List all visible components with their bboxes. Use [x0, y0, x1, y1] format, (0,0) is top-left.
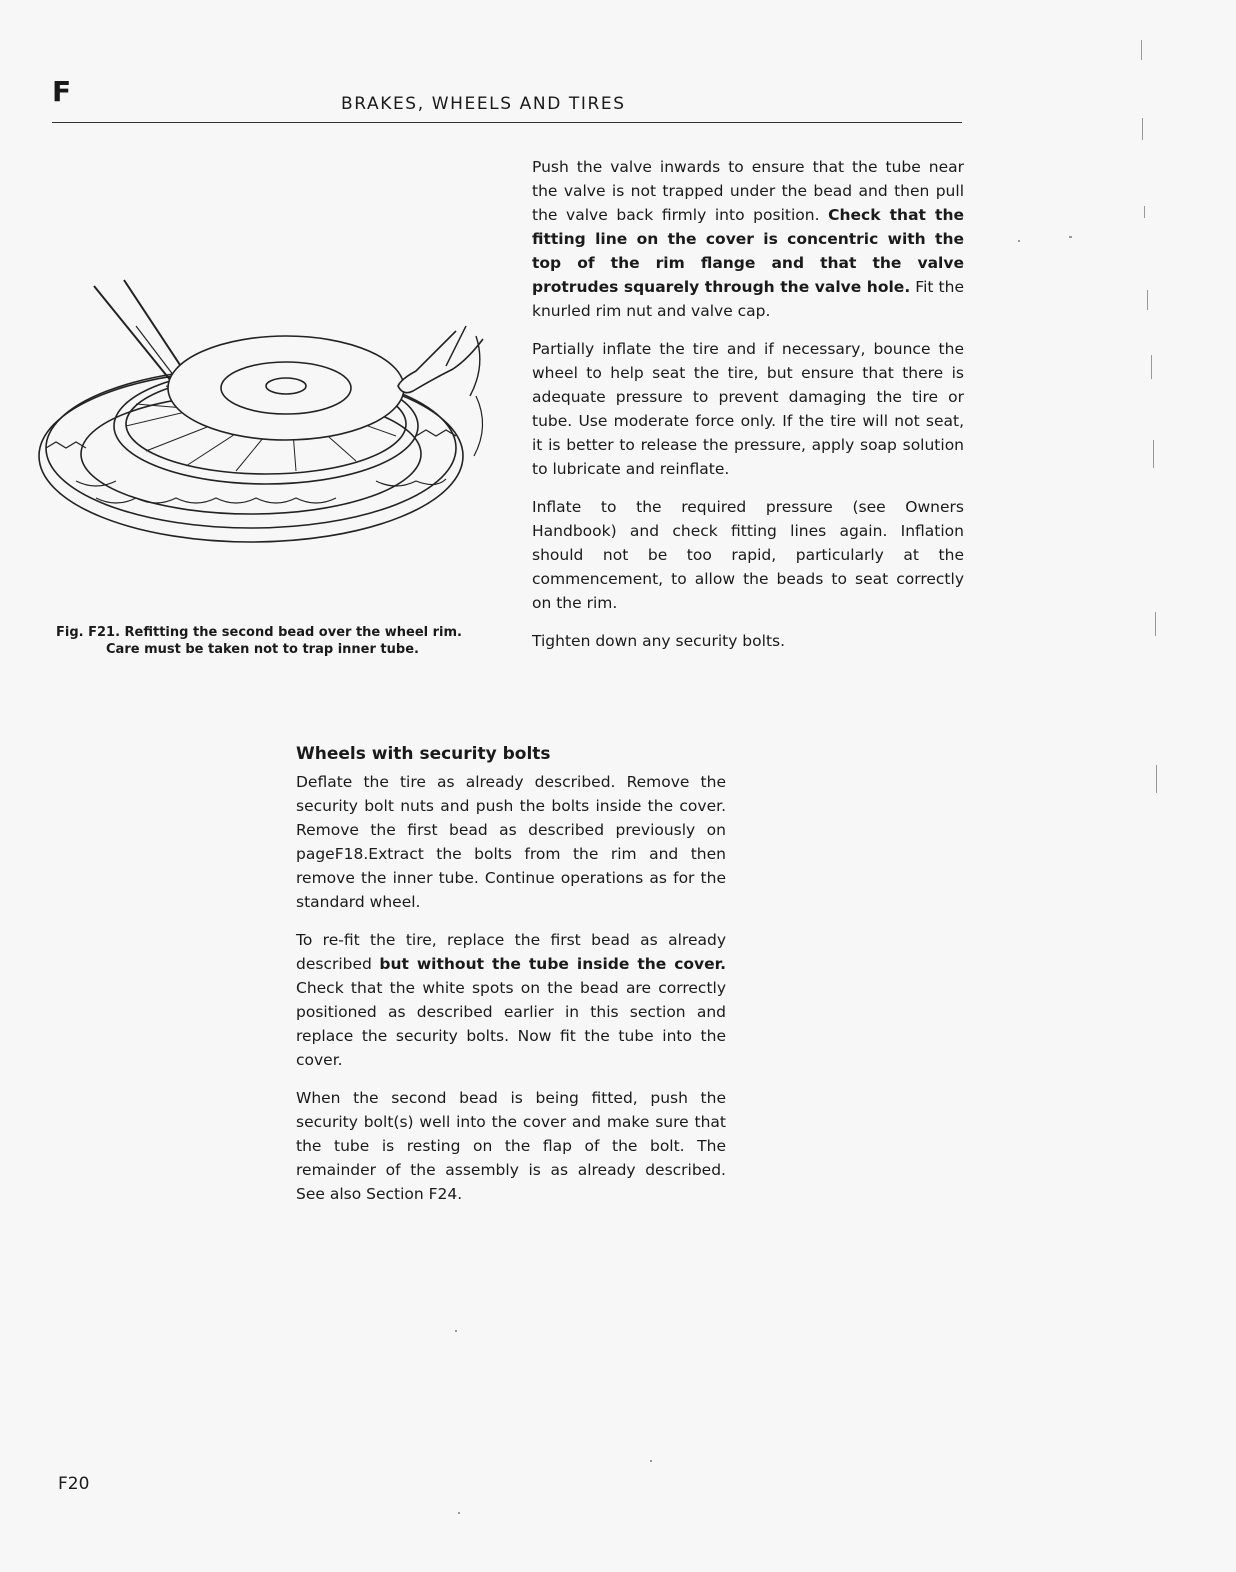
scan-mark: [1155, 612, 1156, 636]
scan-mark: [1141, 40, 1142, 60]
section-letter: F: [52, 75, 72, 108]
scan-mark: [455, 1330, 457, 1332]
paragraph-valve-emphasis: Check that the fitting line on the cover is concentric with the top of the rim flange and that the valve protrudes squarely through the valve hole.: [532, 206, 964, 296]
running-title: BRAKES, WHEELS AND TIRES: [341, 94, 626, 114]
right-column: [532, 155, 964, 667]
paragraph-security-bolts: Tighten down any security bolts.: [532, 632, 786, 650]
paragraph-refit-end: Check that the white spots on the bead are correctly positioned as described earlier in this section and replace the security bolts. Now fit the tube into the cover.: [296, 979, 726, 1069]
scan-mark: [1144, 206, 1145, 218]
page-number: F20: [58, 1474, 90, 1494]
paragraph-refit: [296, 928, 726, 1072]
paragraph-pressure: Inflate to the required pressure (see Owners Handbook) and check fitting lines again. Inflation should not be too rapid, particularly at the commencement, to allow the beads to seat correctly on the rim.: [532, 498, 964, 612]
paragraph-valve-end: Fit the knurled rim nut and valve cap.: [532, 278, 964, 320]
paragraph-refit-text: To re-fit the tire, replace the first bead as already described: [296, 931, 726, 973]
paragraph-second-bead: When the second bead is being fitted, push the security bolt(s) well into the cover and make sure that the tube is resting on the flap of the bolt. The remainder of the assembly is as already described. See also Section F24.: [296, 1089, 726, 1203]
wheel-illustration: [36, 276, 506, 556]
scan-mark: [1142, 118, 1143, 140]
figure-caption-line-1: Fig. F21. Refitting the second bead over the wheel rim.: [56, 625, 462, 640]
header-rule: [52, 122, 962, 123]
paragraph-deflate: Deflate the tire as already described. Remove the security bolt nuts and push the bolts inside the cover. Remove the first bead as described previously on pageF18.Extract the bolts from the rim and then remove the inner tube. Continue operations as for the standard wheel.: [296, 773, 726, 911]
figure-caption-line-2: Care must be taken not to trap inner tube.: [106, 642, 419, 657]
scan-mark: [1018, 240, 1020, 242]
figure-caption: [56, 624, 496, 658]
scan-mark: [1151, 355, 1152, 379]
paragraph-valve-text: Push the valve inwards to ensure that the tube near the valve is not trapped under the bead and then pull the valve back firmly into position.: [532, 158, 964, 224]
security-bolts-section: [296, 742, 726, 1220]
scan-mark: [458, 1512, 460, 1514]
scan-mark: [650, 1460, 652, 1462]
scan-mark: [1069, 236, 1072, 238]
section-heading: Wheels with security bolts: [296, 744, 551, 764]
scan-mark: [1156, 765, 1157, 793]
scan-mark: [1153, 440, 1154, 468]
paragraph-inflate: Partially inflate the tire and if necessary, bounce the wheel to help seat the tire, but ensure that there is adequate pressure to prevent damaging the tire or tube. Use moderate force only. If the tire will not seat, it is better to release the pressure, apply soap solution to lubricate and reinflate.: [532, 340, 964, 478]
paragraph-refit-emphasis: but without the tube inside the cover.: [379, 955, 727, 973]
paragraph-valve: [532, 155, 964, 323]
scan-mark: [1147, 290, 1148, 310]
